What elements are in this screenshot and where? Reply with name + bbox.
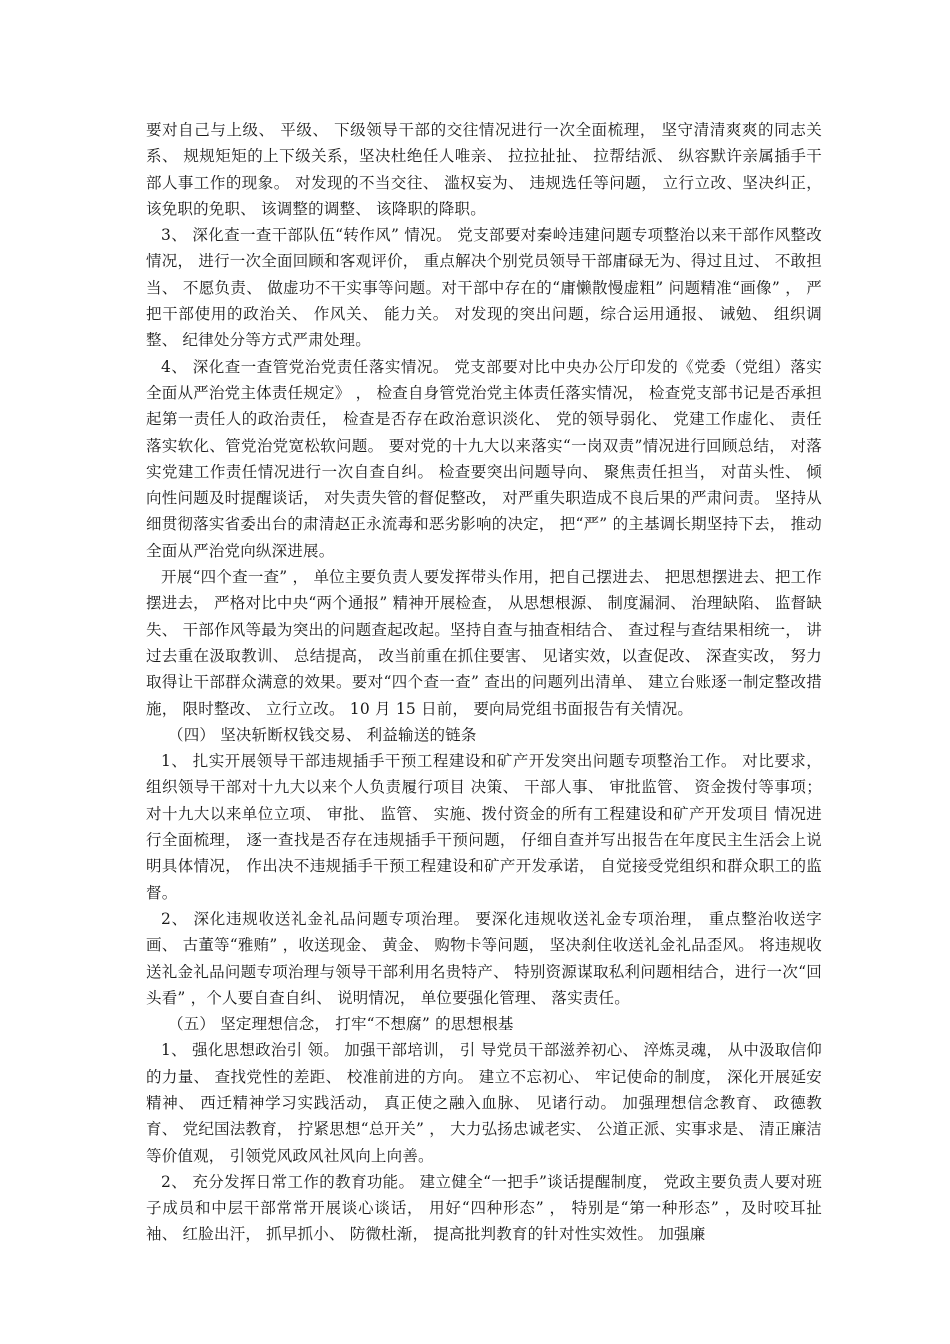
paragraph-item-3-work-style: 3、 深化查一查干部队伍“转作风” 情况。 党支部要对秦岭违建问题专项整治以来干部作风整改情况， 进行一次全面回顾和客观评价， 重点解决个别党员领导干部庸碌无为、得过且过、 不敢担当、 不愿负责、 做虚功不干实事等问题。对干部中存在的“庸懒散慢虚粗” 问题精准“画像” ， 严把干部使用的政治关、 作风关、 能力关。 对发现的突出问题，综合运用通报、 诫勉、 组织调整、 纪律处分等方式严肃处理。 <box>146 226 822 350</box>
paragraph-four-checks: 开展“四个查一查” ， 单位主要负责人要发挥带头作用，把自己摆进去、 把思想摆进去、把工作摆进去， 严格对比中央“两个通报” 精神开展检查， 从思想根源、 制度漏洞、 治理缺陷、 监督缺失、 干部作风等最为突出的问题查起改起。坚持自查与抽查相结合、 查过程与查结果相统一， 讲过去重在汲取教训、 总结提高， 改当前重在抓住要害、 见诸实效，以查促改、 深查实改， 努力取得让干部群众满意的效果。要对“四个查一查” 查出的问题列出清单、 建立台账逐一制定整改措施， 限时整改、 立行立改。 10 月 15 日前， 要向局党组书面报告有关情况。 <box>146 568 822 718</box>
paragraph-section5-item-1: 1、 强化思想政治引 领。 加强干部培训， 引 导党员干部滋养初心、 淬炼灵魂， 从中汲取信仰的力量、 查找党性的差距、 校准前进的方向。 建立不忘初心、 牢记使命的制度， 深化开展延安精神、 西迁精神学习实践活动， 真正使之融入血脉、 见诸行动。 加强理想信念教育、 政德教育、 党纪国法教育， 拧紧思想“总开关” ， 大力弘扬忠诚老实、 公道正派、实事求是、 清正廉洁等价值观， 引领党风政风社风向上向善。 <box>146 1041 822 1165</box>
paragraph-item-4-party-responsibility: 4、 深化查一查管党治党责任落实情况。 党支部要对比中央办公厅印发的《党委（党组）落实全面从严治党主体责任规定》 ， 检查自身管党治党主体责任落实情况， 检查党支部书记是否承担起第一责任人的政治责任， 检查是否存在政治意识淡化、 党的领导弱化、 党建工作虚化、 责任落实软化、管党治党宽松软问题。 要对党的十九大以来落实“一岗双责”情况进行回顾总结， 对落实党建工作责任情况进行一次自查自纠。 检查要突出问题导向、 聚焦责任担当， 对苗头性、 倾向性问题及时提醒谈话， 对失责失管的督促整改， 对严重失职造成不良后果的严肃问责。 坚持从细贯彻落实省委出台的肃清赵正永流毒和恶劣影响的决定， 把“严” 的主基调长期坚持下去， 推动全面从严治党向纵深进展。 <box>146 357 822 560</box>
paragraph-continuation: 要对自己与上级、 平级、 下级领导干部的交往情况进行一次全面梳理， 坚守清清爽爽的同志关系、 规规矩矩的上下级关系，坚决杜绝任人唯亲、 拉拉扯扯、 拉帮结派、 纵容默许亲属插手干部人事工作的现象。 对发现的不当交往、 滥权妄为、 违规选任等问题， 立行立改、坚决纠正， 该免职的免职、 该调整的调整、 该降职的降职。 <box>146 121 822 218</box>
paragraph-section5-item-2: 2、 充分发挥日常工作的教育功能。 建立健全“一把手”谈话提醒制度， 党政主要负责人要对班子成员和中层干部常常开展谈心谈话， 用好“四种形态” ， 特别是“第一种形态” ，及时咬耳扯袖、 红脸出汗， 抓早抓小、 防微杜渐， 提高批判教育的针对性实效性。 加强廉 <box>146 1172 822 1244</box>
document-body <box>146 117 822 1248</box>
section-heading-4: （四） 坚决斩断权钱交易、 利益输送的链条 <box>168 725 477 744</box>
section-heading-5: （五） 坚定理想信念， 打牢“不想腐” 的思想根基 <box>168 1015 514 1034</box>
paragraph-section4-item-1: 1、 扎实开展领导干部违规插手干预工程建设和矿产开发突出问题专项整治工作。 对比要求， 组织领导干部对十九大以来个人负责履行项目 决策、 干部人事、 审批监管、 资金拨付等事项； 对十九大以来单位立项、 审批、 监管、 实施、拨付资金的所有工程建设和矿产开发项目 情况进行全面梳理， 逐一查找是否存在违规插手干预问题， 仔细自查并写出报告在年度民主生活会上说明具体情况， 作出决不违规插手干预工程建设和矿产开发承诺， 自觉接受党组织和群众职工的监督。 <box>146 752 822 902</box>
paragraph-section4-item-2: 2、 深化违规收送礼金礼品问题专项治理。 要深化违规收送礼金专项治理， 重点整治收送字画、 古董等“雅贿” ，收送现金、 黄金、 购物卡等问题， 坚决刹住收送礼金礼品歪风。 将违规收送礼金礼品问题专项治理与领导干部利用名贵特产、 特别资源谋取私利问题相结合，进行一次“回头看” ，个人要自查自纠、 说明情况， 单位要强化管理、 落实责任。 <box>146 909 822 1007</box>
